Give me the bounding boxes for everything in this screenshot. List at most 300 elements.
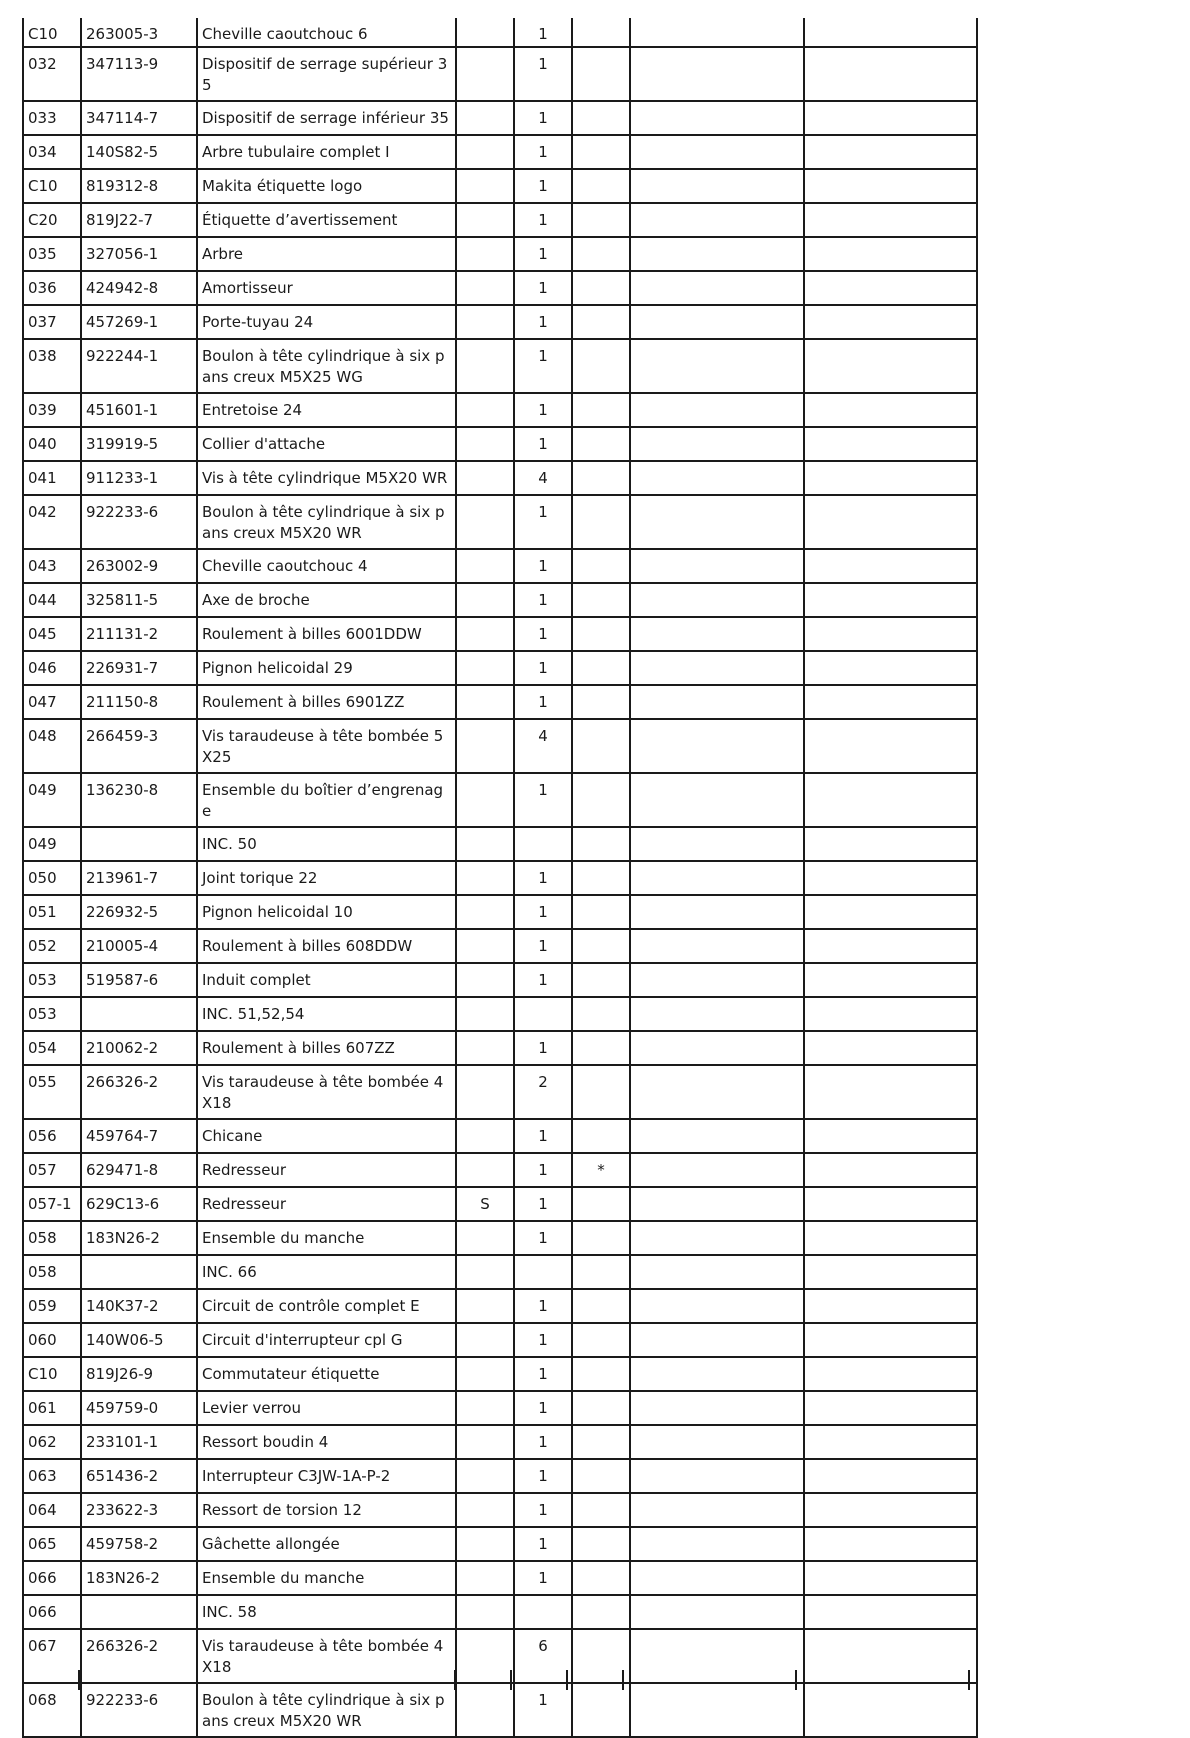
part-quantity: 1 <box>514 1493 572 1527</box>
part-note <box>456 1561 514 1595</box>
part-mark <box>572 1493 630 1527</box>
part-description: Commutateur étiquette <box>197 1357 456 1391</box>
part-description: Redresseur <box>197 1153 456 1187</box>
part-mark <box>572 427 630 461</box>
part-number: 140K37-2 <box>81 1289 197 1323</box>
part-mark <box>572 583 630 617</box>
part-mark <box>572 773 630 827</box>
part-note <box>456 861 514 895</box>
part-notes-blank <box>630 135 804 169</box>
part-remarks-blank <box>804 1153 977 1187</box>
part-number: 459759-0 <box>81 1391 197 1425</box>
part-quantity: 1 <box>514 1357 572 1391</box>
part-note <box>456 1493 514 1527</box>
part-mark <box>572 101 630 135</box>
part-mark <box>572 1683 630 1737</box>
part-mark <box>572 1323 630 1357</box>
part-description: Gâchette allongée <box>197 1527 456 1561</box>
table-row <box>23 1065 977 1119</box>
part-number: 211131-2 <box>81 617 197 651</box>
part-number: 519587-6 <box>81 963 197 997</box>
table-row <box>23 895 977 929</box>
part-notes-blank <box>630 549 804 583</box>
part-ref: 036 <box>23 271 81 305</box>
table-row <box>23 427 977 461</box>
part-number: 911233-1 <box>81 461 197 495</box>
table-row <box>23 1153 977 1187</box>
part-number: 457269-1 <box>81 305 197 339</box>
part-note <box>456 393 514 427</box>
table-row <box>23 1683 977 1737</box>
part-description: Roulement à billes 608DDW <box>197 929 456 963</box>
table-row <box>23 237 977 271</box>
part-description: Axe de broche <box>197 583 456 617</box>
part-remarks-blank <box>804 1425 977 1459</box>
part-note <box>456 427 514 461</box>
part-remarks-blank <box>804 1527 977 1561</box>
part-description: Chicane <box>197 1119 456 1153</box>
part-mark <box>572 1459 630 1493</box>
part-mark <box>572 963 630 997</box>
part-quantity: 1 <box>514 1323 572 1357</box>
table-row <box>23 1561 977 1595</box>
part-quantity: 1 <box>514 651 572 685</box>
part-quantity: 1 <box>514 895 572 929</box>
part-note <box>456 1255 514 1289</box>
part-notes-blank <box>630 1323 804 1357</box>
part-quantity: 4 <box>514 719 572 773</box>
table-row <box>23 101 977 135</box>
table-row <box>23 393 977 427</box>
part-note <box>456 1065 514 1119</box>
part-ref: 057-1 <box>23 1187 81 1221</box>
part-ref: 048 <box>23 719 81 773</box>
table-row <box>23 685 977 719</box>
part-description: Dispositif de serrage supérieur 35 <box>197 47 456 101</box>
part-description: Ensemble du manche <box>197 1221 456 1255</box>
part-remarks-blank <box>804 18 977 47</box>
part-number: 211150-8 <box>81 685 197 719</box>
part-quantity: 1 <box>514 1153 572 1187</box>
part-quantity: 1 <box>514 1119 572 1153</box>
part-mark <box>572 1289 630 1323</box>
part-remarks-blank <box>804 1323 977 1357</box>
table-row <box>23 339 977 393</box>
part-number: 819312-8 <box>81 169 197 203</box>
part-remarks-blank <box>804 861 977 895</box>
part-ref: 050 <box>23 861 81 895</box>
part-mark <box>572 1527 630 1561</box>
table-row <box>23 549 977 583</box>
part-quantity: 1 <box>514 963 572 997</box>
table-row <box>23 169 977 203</box>
part-note <box>456 1289 514 1323</box>
part-remarks-blank <box>804 617 977 651</box>
part-note <box>456 1221 514 1255</box>
part-mark <box>572 1031 630 1065</box>
part-notes-blank <box>630 1683 804 1737</box>
part-number: 325811-5 <box>81 583 197 617</box>
part-remarks-blank <box>804 583 977 617</box>
part-notes-blank <box>630 719 804 773</box>
part-ref: 056 <box>23 1119 81 1153</box>
part-remarks-blank <box>804 895 977 929</box>
part-quantity: 1 <box>514 203 572 237</box>
part-quantity: 1 <box>514 1459 572 1493</box>
part-ref: 032 <box>23 47 81 101</box>
part-mark <box>572 135 630 169</box>
part-quantity: 1 <box>514 861 572 895</box>
part-quantity: 1 <box>514 617 572 651</box>
part-description: Pignon helicoidal 29 <box>197 651 456 685</box>
part-description: Redresseur <box>197 1187 456 1221</box>
part-note <box>456 1119 514 1153</box>
part-note <box>456 617 514 651</box>
part-ref: 061 <box>23 1391 81 1425</box>
part-ref: 037 <box>23 305 81 339</box>
part-number: 210005-4 <box>81 929 197 963</box>
part-notes-blank <box>630 1289 804 1323</box>
part-notes-blank <box>630 929 804 963</box>
part-note <box>456 583 514 617</box>
part-quantity <box>514 1255 572 1289</box>
parts-table-body <box>23 18 977 1737</box>
part-quantity: 1 <box>514 169 572 203</box>
part-quantity: 1 <box>514 427 572 461</box>
part-notes-blank <box>630 203 804 237</box>
part-ref: 052 <box>23 929 81 963</box>
table-row <box>23 1323 977 1357</box>
table-row <box>23 651 977 685</box>
part-ref: 059 <box>23 1289 81 1323</box>
parts-table <box>22 18 978 1738</box>
part-number: 922233-6 <box>81 495 197 549</box>
part-number: 327056-1 <box>81 237 197 271</box>
part-remarks-blank <box>804 237 977 271</box>
part-note <box>456 237 514 271</box>
part-ref: 033 <box>23 101 81 135</box>
part-quantity: 1 <box>514 1031 572 1065</box>
part-notes-blank <box>630 963 804 997</box>
part-number: 140W06-5 <box>81 1323 197 1357</box>
part-ref: 055 <box>23 1065 81 1119</box>
part-number: 819J22-7 <box>81 203 197 237</box>
part-ref: 068 <box>23 1683 81 1737</box>
part-ref: 060 <box>23 1323 81 1357</box>
part-ref: 053 <box>23 963 81 997</box>
part-description: Vis à tête cylindrique M5X20 WR <box>197 461 456 495</box>
part-number: 459764-7 <box>81 1119 197 1153</box>
part-quantity: 1 <box>514 101 572 135</box>
part-remarks-blank <box>804 1119 977 1153</box>
part-notes-blank <box>630 827 804 861</box>
part-number: 266326-2 <box>81 1065 197 1119</box>
part-quantity: 1 <box>514 1187 572 1221</box>
table-row <box>23 773 977 827</box>
part-mark <box>572 1595 630 1629</box>
part-note <box>456 1425 514 1459</box>
part-description: Porte-tuyau 24 <box>197 305 456 339</box>
part-description: Levier verrou <box>197 1391 456 1425</box>
part-number <box>81 997 197 1031</box>
part-ref: 049 <box>23 827 81 861</box>
part-mark <box>572 997 630 1031</box>
part-remarks-blank <box>804 169 977 203</box>
part-ref: 047 <box>23 685 81 719</box>
part-quantity: 1 <box>514 1289 572 1323</box>
part-description: Circuit d'interrupteur cpl G <box>197 1323 456 1357</box>
part-notes-blank <box>630 427 804 461</box>
part-mark <box>572 929 630 963</box>
part-ref: 054 <box>23 1031 81 1065</box>
part-mark <box>572 1561 630 1595</box>
part-quantity <box>514 1595 572 1629</box>
table-row <box>23 1187 977 1221</box>
part-mark <box>572 47 630 101</box>
part-notes-blank <box>630 271 804 305</box>
part-description: Ressort boudin 4 <box>197 1425 456 1459</box>
part-number: 319919-5 <box>81 427 197 461</box>
part-mark <box>572 549 630 583</box>
part-quantity: 1 <box>514 18 572 47</box>
part-note <box>456 135 514 169</box>
part-number: 263002-9 <box>81 549 197 583</box>
part-remarks-blank <box>804 1187 977 1221</box>
part-ref: 041 <box>23 461 81 495</box>
part-mark <box>572 339 630 393</box>
part-description: Boulon à tête cylindrique à six pans creux M5X25 WG <box>197 339 456 393</box>
part-notes-blank <box>630 997 804 1031</box>
part-mark <box>572 719 630 773</box>
part-note <box>456 1153 514 1187</box>
part-mark <box>572 1255 630 1289</box>
part-remarks-blank <box>804 963 977 997</box>
part-number: 347113-9 <box>81 47 197 101</box>
part-mark <box>572 461 630 495</box>
part-description: Vis taraudeuse à tête bombée 4X18 <box>197 1065 456 1119</box>
table-row <box>23 719 977 773</box>
part-quantity: 1 <box>514 305 572 339</box>
part-description: Ressort de torsion 12 <box>197 1493 456 1527</box>
part-ref: 051 <box>23 895 81 929</box>
part-quantity: 1 <box>514 1425 572 1459</box>
part-description: Arbre <box>197 237 456 271</box>
part-ref: 066 <box>23 1561 81 1595</box>
part-mark <box>572 1187 630 1221</box>
table-row <box>23 1221 977 1255</box>
table-row <box>23 617 977 651</box>
part-remarks-blank <box>804 101 977 135</box>
part-notes-blank <box>630 1153 804 1187</box>
part-notes-blank <box>630 1187 804 1221</box>
part-number <box>81 827 197 861</box>
part-remarks-blank <box>804 827 977 861</box>
part-note <box>456 18 514 47</box>
part-description: Induit complet <box>197 963 456 997</box>
part-quantity: 1 <box>514 47 572 101</box>
part-notes-blank <box>630 583 804 617</box>
part-remarks-blank <box>804 203 977 237</box>
table-row <box>23 963 977 997</box>
part-note <box>456 773 514 827</box>
part-notes-blank <box>630 617 804 651</box>
table-row <box>23 1493 977 1527</box>
table-row <box>23 1357 977 1391</box>
part-quantity: 1 <box>514 495 572 549</box>
part-notes-blank <box>630 1119 804 1153</box>
table-row <box>23 1425 977 1459</box>
part-description: Roulement à billes 6001DDW <box>197 617 456 651</box>
part-notes-blank <box>630 18 804 47</box>
part-notes-blank <box>630 461 804 495</box>
part-description: Amortisseur <box>197 271 456 305</box>
part-remarks-blank <box>804 305 977 339</box>
table-row <box>23 1031 977 1065</box>
part-quantity: 1 <box>514 1683 572 1737</box>
table-row <box>23 203 977 237</box>
part-quantity: 1 <box>514 583 572 617</box>
part-mark <box>572 1221 630 1255</box>
part-remarks-blank <box>804 1255 977 1289</box>
table-row <box>23 827 977 861</box>
part-remarks-blank <box>804 719 977 773</box>
part-quantity: 1 <box>514 549 572 583</box>
part-ref: 058 <box>23 1255 81 1289</box>
part-quantity: 1 <box>514 1221 572 1255</box>
part-remarks-blank <box>804 427 977 461</box>
part-ref: 053 <box>23 997 81 1031</box>
part-number: 629C13-6 <box>81 1187 197 1221</box>
part-remarks-blank <box>804 1595 977 1629</box>
part-number: 651436-2 <box>81 1459 197 1493</box>
part-notes-blank <box>630 339 804 393</box>
part-mark <box>572 1391 630 1425</box>
part-notes-blank <box>630 1595 804 1629</box>
part-remarks-blank <box>804 997 977 1031</box>
part-description: Boulon à tête cylindrique à six pans creux M5X20 WR <box>197 495 456 549</box>
part-description: Étiquette d’avertissement <box>197 203 456 237</box>
part-note <box>456 549 514 583</box>
part-description: INC. 51,52,54 <box>197 997 456 1031</box>
part-ref: 044 <box>23 583 81 617</box>
table-row <box>23 1289 977 1323</box>
part-mark <box>572 827 630 861</box>
part-ref: 063 <box>23 1459 81 1493</box>
part-description: Dispositif de serrage inférieur 35 <box>197 101 456 135</box>
part-quantity: 6 <box>514 1629 572 1683</box>
part-ref: 045 <box>23 617 81 651</box>
part-remarks-blank <box>804 1065 977 1119</box>
part-ref: 065 <box>23 1527 81 1561</box>
part-note <box>456 1459 514 1493</box>
part-mark <box>572 305 630 339</box>
part-mark <box>572 617 630 651</box>
part-remarks-blank <box>804 1561 977 1595</box>
part-description: Roulement à billes 607ZZ <box>197 1031 456 1065</box>
part-note <box>456 1323 514 1357</box>
part-number: 183N26-2 <box>81 1561 197 1595</box>
part-notes-blank <box>630 47 804 101</box>
part-notes-blank <box>630 1221 804 1255</box>
part-note <box>456 929 514 963</box>
part-quantity: 1 <box>514 929 572 963</box>
part-quantity <box>514 997 572 1031</box>
part-quantity: 1 <box>514 685 572 719</box>
part-mark <box>572 1357 630 1391</box>
part-number: 266459-3 <box>81 719 197 773</box>
part-note <box>456 495 514 549</box>
part-note <box>456 895 514 929</box>
part-mark <box>572 1119 630 1153</box>
part-ref: 035 <box>23 237 81 271</box>
part-notes-blank <box>630 1031 804 1065</box>
part-ref: 040 <box>23 427 81 461</box>
part-description: INC. 58 <box>197 1595 456 1629</box>
part-mark <box>572 393 630 427</box>
part-ref: 067 <box>23 1629 81 1683</box>
part-ref: 066 <box>23 1595 81 1629</box>
part-number: 263005-3 <box>81 18 197 47</box>
part-remarks-blank <box>804 1031 977 1065</box>
part-quantity: 1 <box>514 271 572 305</box>
part-number: 213961-7 <box>81 861 197 895</box>
part-number: 451601-1 <box>81 393 197 427</box>
part-notes-blank <box>630 237 804 271</box>
part-ref: C10 <box>23 18 81 47</box>
part-notes-blank <box>630 393 804 427</box>
part-notes-blank <box>630 1425 804 1459</box>
part-note <box>456 1683 514 1737</box>
part-remarks-blank <box>804 1221 977 1255</box>
part-number <box>81 1595 197 1629</box>
part-note <box>456 685 514 719</box>
part-remarks-blank <box>804 1391 977 1425</box>
part-remarks-blank <box>804 47 977 101</box>
part-mark <box>572 169 630 203</box>
table-row <box>23 1119 977 1153</box>
part-number: 819J26-9 <box>81 1357 197 1391</box>
part-note <box>456 203 514 237</box>
part-mark <box>572 203 630 237</box>
part-description: Ensemble du boîtier d’engrenage <box>197 773 456 827</box>
part-notes-blank <box>630 861 804 895</box>
part-description: Pignon helicoidal 10 <box>197 895 456 929</box>
table-row <box>23 461 977 495</box>
part-number: 233101-1 <box>81 1425 197 1459</box>
part-notes-blank <box>630 1561 804 1595</box>
table-row <box>23 1595 977 1629</box>
part-note <box>456 339 514 393</box>
part-ref: C20 <box>23 203 81 237</box>
part-note <box>456 651 514 685</box>
part-quantity: 1 <box>514 773 572 827</box>
table-row <box>23 1391 977 1425</box>
part-ref: 038 <box>23 339 81 393</box>
part-number: 424942-8 <box>81 271 197 305</box>
part-notes-blank <box>630 1391 804 1425</box>
table-row <box>23 583 977 617</box>
table-row <box>23 271 977 305</box>
part-description: Interrupteur C3JW-1A-P-2 <box>197 1459 456 1493</box>
part-note <box>456 827 514 861</box>
part-note <box>456 271 514 305</box>
part-remarks-blank <box>804 135 977 169</box>
part-remarks-blank <box>804 685 977 719</box>
table-continuation <box>22 1670 978 1690</box>
part-description: Circuit de contrôle complet E <box>197 1289 456 1323</box>
part-quantity: 1 <box>514 1561 572 1595</box>
part-remarks-blank <box>804 1289 977 1323</box>
